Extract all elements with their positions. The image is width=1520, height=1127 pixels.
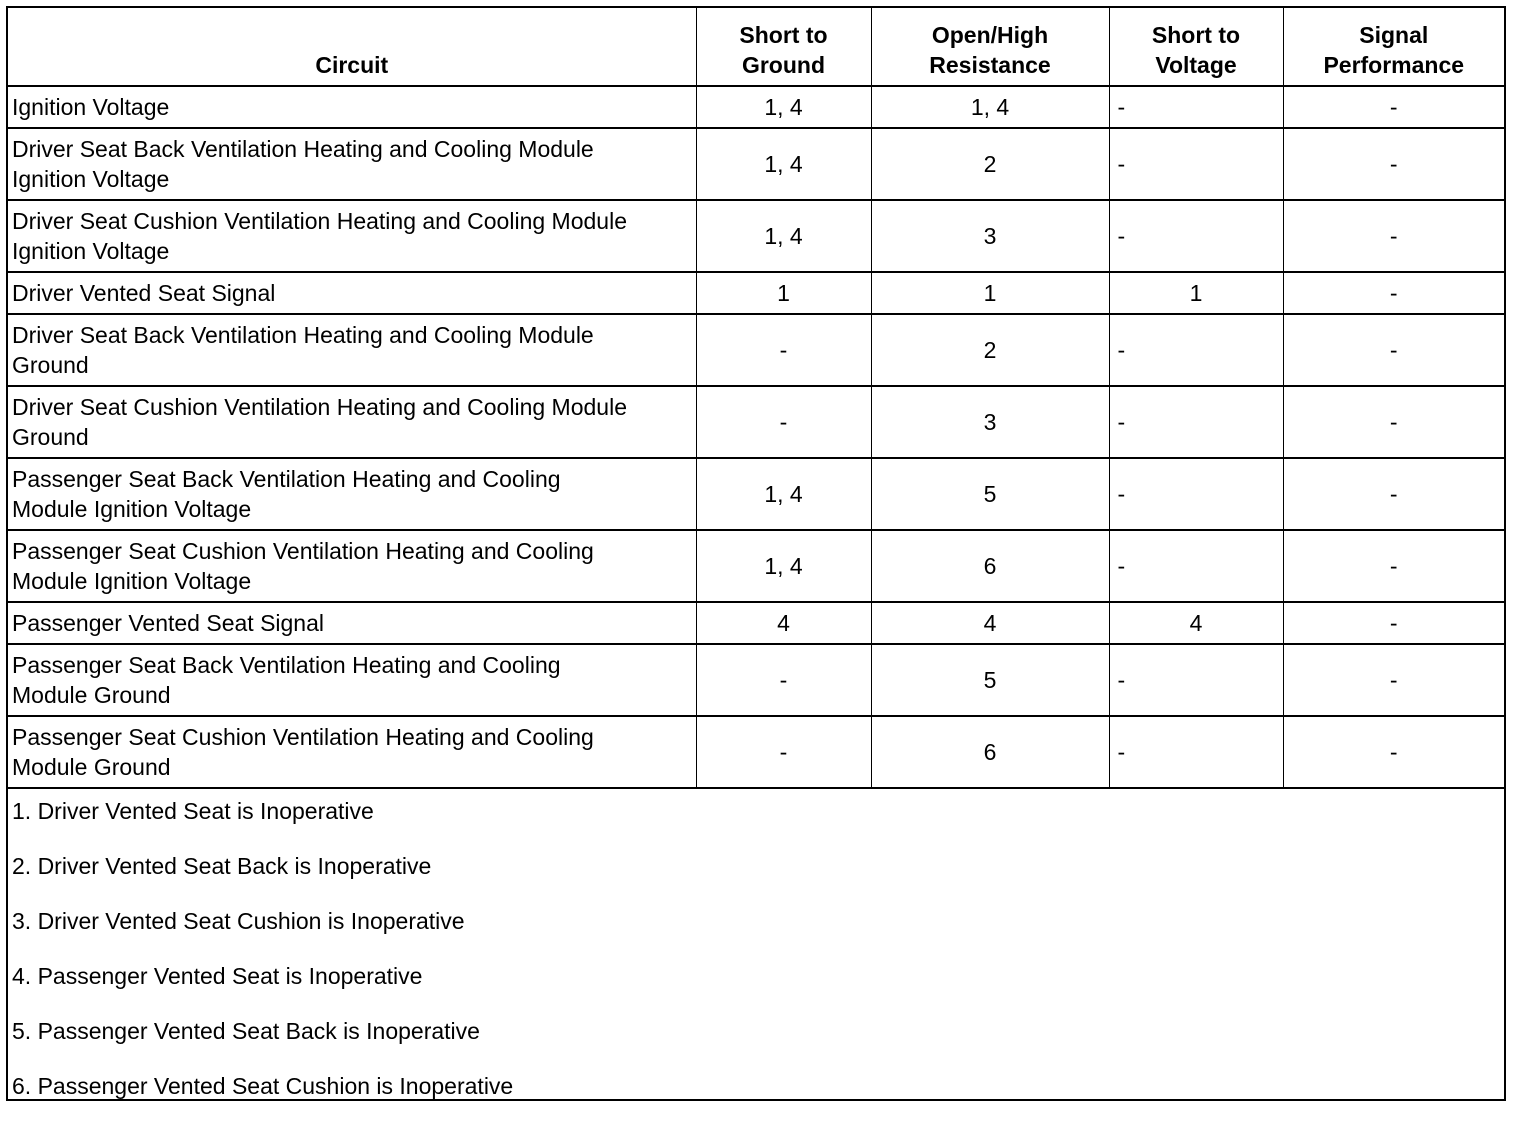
table-row (8, 272, 1504, 314)
footnotes (8, 789, 1504, 1127)
circuit-cell: Driver Vented Seat Signal (8, 272, 696, 314)
open-high-resistance-cell: 5 (871, 644, 1109, 716)
table-row (8, 530, 1504, 602)
header-signal-performance: Signal Performance (1283, 8, 1504, 86)
short-to-voltage-cell: 4 (1109, 602, 1283, 644)
short-to-voltage-cell: - (1109, 644, 1283, 716)
short-to-ground-cell: 1, 4 (696, 530, 871, 602)
header-circuit: Circuit (8, 8, 696, 86)
table-row (8, 128, 1504, 200)
circuit-cell: Driver Seat Cushion Ventilation Heating and Cooling Module Ground (8, 386, 696, 458)
circuit-cell: Passenger Seat Back Ventilation Heating and Cooling Module Ground (8, 644, 696, 716)
footnote: 2. Driver Vented Seat Back is Inoperative (12, 853, 432, 879)
short-to-ground-cell: 1 (696, 272, 871, 314)
short-to-ground-cell: - (696, 386, 871, 458)
signal-performance-cell: - (1283, 200, 1504, 272)
short-to-voltage-cell: - (1109, 314, 1283, 386)
circuit-cell: Passenger Seat Cushion Ventilation Heating and Cooling Module Ignition Voltage (8, 530, 696, 602)
short-to-ground-cell: - (696, 314, 871, 386)
open-high-resistance-cell: 1 (871, 272, 1109, 314)
table-row (8, 602, 1504, 644)
short-to-voltage-cell: - (1109, 458, 1283, 530)
short-to-ground-cell: 1, 4 (696, 128, 871, 200)
short-to-ground-cell: 1, 4 (696, 200, 871, 272)
open-high-resistance-cell: 6 (871, 716, 1109, 788)
short-to-voltage-cell: - (1109, 128, 1283, 200)
open-high-resistance-cell: 3 (871, 200, 1109, 272)
short-to-ground-cell: 4 (696, 602, 871, 644)
short-to-voltage-cell: - (1109, 716, 1283, 788)
table-row (8, 644, 1504, 716)
signal-performance-cell: - (1283, 530, 1504, 602)
circuit-cell: Passenger Seat Cushion Ventilation Heating and Cooling Module Ground (8, 716, 696, 788)
table-row (8, 716, 1504, 788)
footnote: 3. Driver Vented Seat Cushion is Inoperative (12, 908, 465, 934)
footnote: 4. Passenger Vented Seat is Inoperative (12, 963, 423, 989)
short-to-voltage-cell: - (1109, 200, 1283, 272)
signal-performance-cell: - (1283, 644, 1504, 716)
open-high-resistance-cell: 6 (871, 530, 1109, 602)
short-to-voltage-cell: - (1109, 386, 1283, 458)
signal-performance-cell: - (1283, 128, 1504, 200)
footnote: 5. Passenger Vented Seat Back is Inoperative (12, 1018, 480, 1044)
open-high-resistance-cell: 5 (871, 458, 1109, 530)
signal-performance-cell: - (1283, 272, 1504, 314)
header-short-to-ground: Short to Ground (696, 8, 871, 86)
signal-performance-cell: - (1283, 458, 1504, 530)
table-row (8, 200, 1504, 272)
short-to-voltage-cell: 1 (1109, 272, 1283, 314)
circuit-cell: Driver Seat Back Ventilation Heating and Cooling Module Ground (8, 314, 696, 386)
header-row (8, 8, 1504, 86)
open-high-resistance-cell: 2 (871, 128, 1109, 200)
short-to-voltage-cell: - (1109, 86, 1283, 128)
open-high-resistance-cell: 2 (871, 314, 1109, 386)
signal-performance-cell: - (1283, 602, 1504, 644)
short-to-ground-cell: 1, 4 (696, 458, 871, 530)
short-to-ground-cell: - (696, 716, 871, 788)
table-row (8, 314, 1504, 386)
circuit-cell: Passenger Vented Seat Signal (8, 602, 696, 644)
open-high-resistance-cell: 3 (871, 386, 1109, 458)
table-row (8, 458, 1504, 530)
signal-performance-cell: - (1283, 314, 1504, 386)
footnote: 6. Passenger Vented Seat Cushion is Inoperative (12, 1073, 514, 1099)
header-open-high-resistance: Open/High Resistance (871, 8, 1109, 86)
short-to-ground-cell: - (696, 644, 871, 716)
circuit-fault-table (8, 8, 1504, 789)
circuit-cell: Driver Seat Back Ventilation Heating and Cooling Module Ignition Voltage (8, 128, 696, 200)
short-to-voltage-cell: - (1109, 530, 1283, 602)
table-row (8, 386, 1504, 458)
header-short-to-voltage: Short to Voltage (1109, 8, 1283, 86)
circuit-cell: Passenger Seat Back Ventilation Heating and Cooling Module Ignition Voltage (8, 458, 696, 530)
footnote: 1. Driver Vented Seat is Inoperative (12, 798, 374, 824)
open-high-resistance-cell: 4 (871, 602, 1109, 644)
circuit-cell: Ignition Voltage (8, 86, 696, 128)
table-row (8, 86, 1504, 128)
circuit-cell: Driver Seat Cushion Ventilation Heating and Cooling Module Ignition Voltage (8, 200, 696, 272)
signal-performance-cell: - (1283, 716, 1504, 788)
diagnostic-table-frame (6, 6, 1506, 1101)
open-high-resistance-cell: 1, 4 (871, 86, 1109, 128)
signal-performance-cell: - (1283, 86, 1504, 128)
short-to-ground-cell: 1, 4 (696, 86, 871, 128)
signal-performance-cell: - (1283, 386, 1504, 458)
